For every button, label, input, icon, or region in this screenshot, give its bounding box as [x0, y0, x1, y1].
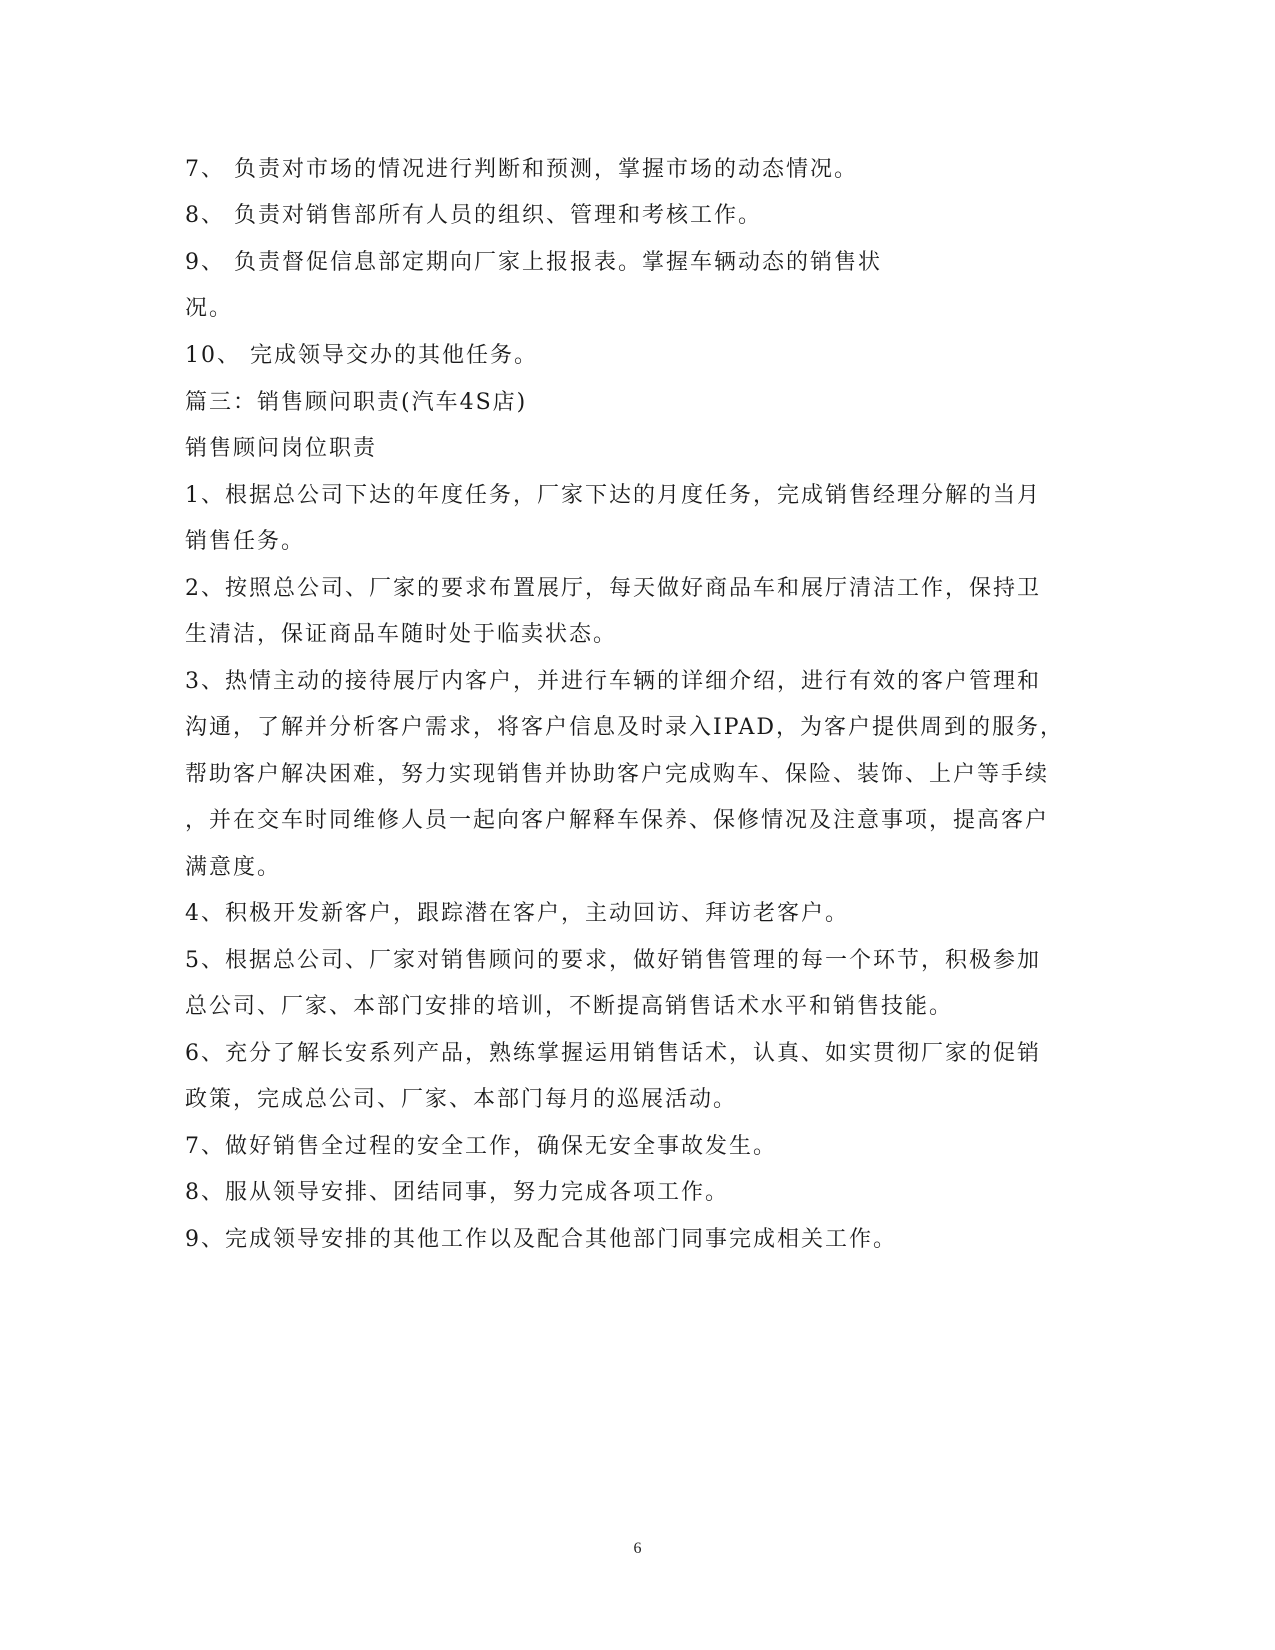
text-line: 8、 负责对销售部所有人员的组织、管理和考核工作。 [185, 203, 762, 228]
text-line: 5、根据总公司、厂家对销售顾问的要求，做好销售管理的每一个环节，积极参加 [185, 948, 1041, 973]
subsection-heading: 销售顾问岗位职责 [185, 436, 378, 461]
text-line: 6、充分了解长安系列产品，熟练掌握运用销售话术，认真、如实贯彻厂家的促销 [185, 1041, 1041, 1066]
text-line: 销售任务。 [185, 529, 306, 554]
text-line: 1、根据总公司下达的年度任务，厂家下达的月度任务，完成销售经理分解的当月 [185, 483, 1041, 508]
text-line: 2、按照总公司、厂家的要求布置展厅，每天做好商品车和展厅清洁工作，保持卫 [185, 576, 1041, 601]
page-number: 6 [633, 1540, 642, 1557]
text-line: 政策，完成总公司、厂家、本部门每月的巡展活动。 [185, 1087, 738, 1112]
text-line: 总公司、厂家、本部门安排的培训，不断提高销售话术水平和销售技能。 [185, 994, 954, 1019]
text-line: 7、 负责对市场的情况进行判断和预测，掌握市场的动态情况。 [185, 157, 858, 182]
text-line: 10、 完成领导交办的其他任务。 [185, 343, 538, 368]
text-line: 4、积极开发新客户，跟踪潜在客户，主动回访、拜访老客户。 [185, 901, 849, 926]
section-heading: 篇三：销售顾问职责(汽车4S店) [185, 390, 528, 415]
text-line: 沟通，了解并分析客户需求，将客户信息及时录入IPAD，为客户提供周到的服务， [185, 715, 1065, 740]
text-line: 生清洁，保证商品车随时处于临卖状态。 [185, 622, 618, 647]
text-line: 9、 负责督促信息部定期向厂家上报报表。掌握车辆动态的销售状 [185, 250, 882, 275]
text-line: 帮助客户解决困难，努力实现销售并协助客户完成购车、保险、装饰、上户等手续 [185, 762, 1050, 787]
text-line: ，并在交车时同维修人员一起向客户解释车保养、保修情况及注意事项，提高客户 [185, 808, 1050, 833]
text-line: 9、完成领导安排的其他工作以及配合其他部门同事完成相关工作。 [185, 1227, 897, 1252]
text-line: 况。 [185, 296, 234, 321]
text-line: 3、热情主动的接待展厅内客户，并进行车辆的详细介绍，进行有效的客户管理和 [185, 669, 1041, 694]
text-line: 8、服从领导安排、团结同事，努力完成各项工作。 [185, 1180, 729, 1205]
text-line: 7、做好销售全过程的安全工作，确保无安全事故发生。 [185, 1134, 777, 1159]
text-line: 满意度。 [185, 855, 282, 880]
